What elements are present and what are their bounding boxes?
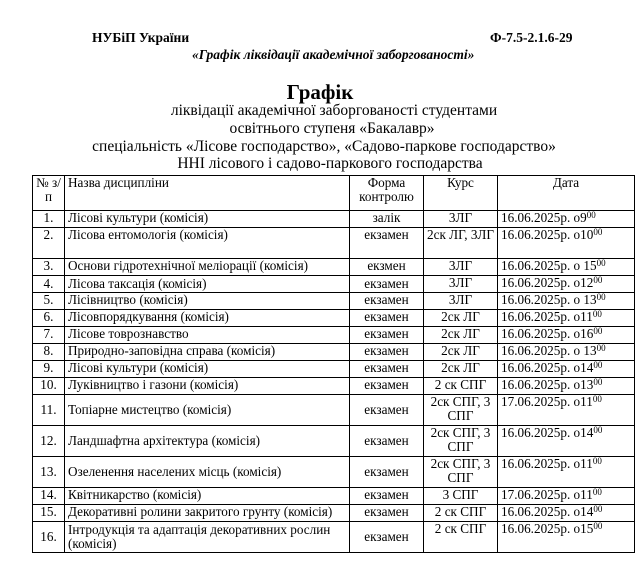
table-row (33, 395, 635, 426)
course: 2ск ЛГ, 3ЛГ (424, 228, 498, 259)
exam-time-minutes: 00 (592, 456, 602, 466)
col-header-name: Назва дисципліни (65, 176, 350, 211)
exam-date-text: 16.06.2025р. о14 (501, 504, 594, 519)
discipline-name: Озеленення населених місць (комісія) (65, 457, 350, 488)
row-number: 12. (33, 426, 65, 457)
doc-line-3: спеціальність «Лісове господарство», «Садово-паркове господарство» (92, 138, 556, 155)
exam-date-text: 17.06.2025р. о11 (501, 487, 593, 502)
discipline-name: Топіарне мистецтво (комісія) (65, 395, 350, 426)
exam-date (498, 457, 635, 488)
row-number: 2. (33, 228, 65, 259)
table-row (33, 361, 635, 378)
exam-date-text: 16.06.2025р. о13 (501, 377, 594, 392)
exam-date (498, 488, 635, 505)
exam-date-text: 16.06.2025р. о9 (501, 210, 587, 225)
course: 2ск ЛГ (424, 327, 498, 344)
row-number: 9. (33, 361, 65, 378)
table-row (33, 276, 635, 293)
table-row (33, 488, 635, 505)
discipline-name: Квітникарство (комісія) (65, 488, 350, 505)
discipline-name: Лісове товрознавство (65, 327, 350, 344)
row-number: 5. (33, 293, 65, 310)
row-number: 15. (33, 505, 65, 522)
table-row (33, 327, 635, 344)
exam-date (498, 276, 635, 293)
row-number: 13. (33, 457, 65, 488)
control-form: екзмен (350, 259, 424, 276)
discipline-name: Лісова ентомологія (комісія) (65, 228, 350, 259)
exam-time-minutes: 00 (592, 487, 602, 497)
discipline-name: Природно-заповідна справа (комісія) (65, 344, 350, 361)
exam-date (498, 259, 635, 276)
col-header-num: № з/п (33, 176, 65, 211)
control-form: залік (350, 211, 424, 228)
exam-date-text: 16.06.2025р. о10 (501, 227, 594, 242)
discipline-name: Луківництво і газони (комісія) (65, 378, 350, 395)
control-form: екзамен (350, 522, 424, 553)
row-number: 8. (33, 344, 65, 361)
exam-time-minutes: 00 (593, 227, 603, 237)
col-header-date: Дата (498, 176, 635, 211)
exam-date (498, 426, 635, 457)
row-number: 1. (33, 211, 65, 228)
course: 2 ск СПГ (424, 378, 498, 395)
table-row (33, 310, 635, 327)
row-number: 16. (33, 522, 65, 553)
course: 2 ск СПГ (424, 505, 498, 522)
discipline-name: Лісові культури (комісія) (65, 361, 350, 378)
exam-time-minutes: 00 (593, 521, 603, 531)
exam-date (498, 310, 635, 327)
exam-date (498, 378, 635, 395)
exam-date-text: 16.06.2025р. о14 (501, 425, 594, 440)
course: 2ск СПГ, 3 СПГ (424, 426, 498, 457)
exam-time-minutes: 00 (596, 343, 606, 353)
course: 2ск СПГ, 3 СПГ (424, 395, 498, 426)
exam-date (498, 344, 635, 361)
exam-date (498, 361, 635, 378)
exam-time-minutes: 00 (593, 360, 603, 370)
exam-date (498, 522, 635, 553)
exam-date-text: 16.06.2025р. о15 (501, 521, 594, 536)
course: 3ЛГ (424, 259, 498, 276)
course: 2ск ЛГ (424, 344, 498, 361)
table-row (33, 228, 635, 259)
course: 2ск СПГ, 3 СПГ (424, 457, 498, 488)
row-number: 14. (33, 488, 65, 505)
control-form: екзамен (350, 327, 424, 344)
schedule-table (32, 175, 635, 553)
col-header-course: Курс (424, 176, 498, 211)
table-row (33, 344, 635, 361)
exam-time-minutes: 00 (596, 258, 606, 268)
course: 2 ск СПГ (424, 522, 498, 553)
discipline-name: Лісова таксація (комісія) (65, 276, 350, 293)
row-number: 11. (33, 395, 65, 426)
row-number: 6. (33, 310, 65, 327)
exam-time-minutes: 00 (593, 425, 603, 435)
discipline-name: Ландшафтна архітектура (комісія) (65, 426, 350, 457)
exam-time-minutes: 00 (593, 504, 603, 514)
exam-date-text: 16.06.2025р. о11 (501, 309, 593, 324)
discipline-name: Інтродукція та адаптація декоративних рослин (комісія) (65, 522, 350, 553)
exam-date (498, 293, 635, 310)
control-form: екзамен (350, 378, 424, 395)
control-form: екзамен (350, 344, 424, 361)
control-form: екзамен (350, 505, 424, 522)
exam-date-text: 16.06.2025р. о16 (501, 326, 594, 341)
exam-time-minutes: 00 (592, 394, 602, 404)
row-number: 4. (33, 276, 65, 293)
table-row (33, 457, 635, 488)
doc-line-2: освітнього ступеня «Бакалавр» (229, 120, 435, 137)
exam-date-text: 16.06.2025р. о 13 (501, 292, 597, 307)
discipline-name: Основи гідротехнічної меліорації (комісія) (65, 259, 350, 276)
table-row (33, 378, 635, 395)
form-code: Ф-7.5-2.1.6-29 (490, 30, 573, 45)
control-form: екзамен (350, 361, 424, 378)
col-header-control: Форма контролю (350, 176, 424, 211)
table-row (33, 293, 635, 310)
exam-date (498, 327, 635, 344)
exam-date (498, 505, 635, 522)
exam-time-minutes: 00 (593, 377, 603, 387)
exam-date-text: 16.06.2025р. о 15 (501, 258, 597, 273)
table-header-row (33, 176, 635, 211)
course: 3ЛГ (424, 276, 498, 293)
doc-line-4: ННІ лісового і садово-паркового господарства (177, 155, 483, 172)
doc-title: Графік (286, 80, 354, 104)
row-number: 7. (33, 327, 65, 344)
exam-date-text: 16.06.2025р. о 13 (501, 343, 597, 358)
discipline-name: Лісовпорядкування (комісія) (65, 310, 350, 327)
exam-time-minutes: 00 (593, 326, 603, 336)
exam-date-text: 16.06.2025р. о14 (501, 360, 594, 375)
doc-line-1: ліквідації академічної заборгованості студентами (170, 102, 498, 119)
row-number: 3. (33, 259, 65, 276)
control-form: екзамен (350, 293, 424, 310)
control-form: екзамен (350, 488, 424, 505)
exam-date-text: 16.06.2025р. о12 (501, 275, 594, 290)
exam-time-minutes: 00 (596, 292, 606, 302)
discipline-name: Лісівництво (комісія) (65, 293, 350, 310)
control-form: екзамен (350, 426, 424, 457)
course: 3 СПГ (424, 488, 498, 505)
control-form: екзамен (350, 395, 424, 426)
org-name: НУБіП України (92, 30, 190, 45)
row-number: 10. (33, 378, 65, 395)
course: 2ск ЛГ (424, 310, 498, 327)
exam-time-minutes: 00 (593, 275, 603, 285)
control-form: екзамен (350, 228, 424, 259)
table-row (33, 505, 635, 522)
course: 2ск ЛГ (424, 361, 498, 378)
control-form: екзамен (350, 310, 424, 327)
form-subtitle: «Графік ліквідації академічної заборгованості» (192, 47, 475, 62)
exam-date-text: 17.06.2025р. о11 (501, 394, 593, 409)
course: 3ЛГ (424, 211, 498, 228)
course: 3ЛГ (424, 293, 498, 310)
table-row (33, 522, 635, 553)
discipline-name: Лісові культури (комісія) (65, 211, 350, 228)
exam-date (498, 395, 635, 426)
exam-date (498, 211, 635, 228)
discipline-name: Декоративні ролини закритого грунту (комісія) (65, 505, 350, 522)
exam-date (498, 228, 635, 259)
table-row (33, 426, 635, 457)
control-form: екзамен (350, 457, 424, 488)
exam-time-minutes: 00 (592, 309, 602, 319)
table-row (33, 259, 635, 276)
control-form: екзамен (350, 276, 424, 293)
table-row (33, 211, 635, 228)
exam-date-text: 16.06.2025р. о11 (501, 456, 593, 471)
exam-time-minutes: 00 (586, 210, 596, 220)
